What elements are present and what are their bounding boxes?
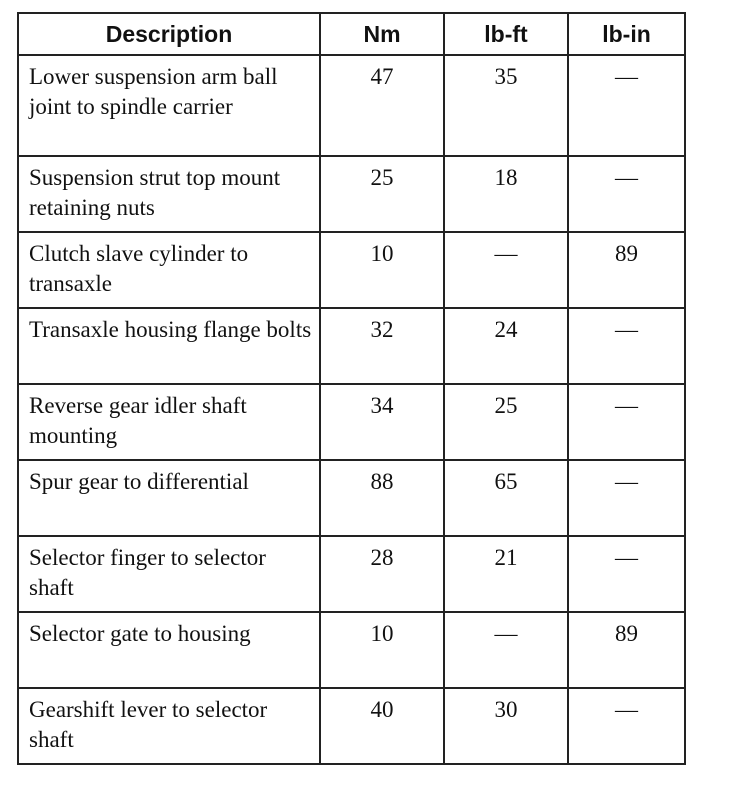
header-lb-in: lb-in [568, 13, 685, 55]
table-row [18, 688, 685, 764]
row-lb-ft: 21 [444, 536, 568, 612]
table-row [18, 384, 685, 460]
row-lb-in: — [568, 688, 685, 764]
header-lb-ft: lb-ft [444, 13, 568, 55]
row-description: Clutch slave cylinder to transaxle [18, 232, 320, 308]
table-row [18, 232, 685, 308]
row-nm: 10 [320, 232, 444, 308]
row-nm: 25 [320, 156, 444, 232]
row-lb-in: — [568, 308, 685, 384]
table-row [18, 460, 685, 536]
table-row [18, 612, 685, 688]
row-lb-in: — [568, 460, 685, 536]
row-nm: 32 [320, 308, 444, 384]
row-lb-in: — [568, 156, 685, 232]
row-lb-in: 89 [568, 612, 685, 688]
row-description: Lower suspension arm ball joint to spindle carrier [18, 55, 320, 156]
row-lb-in: — [568, 384, 685, 460]
row-nm: 88 [320, 460, 444, 536]
row-description: Selector finger to selector shaft [18, 536, 320, 612]
row-description: Transaxle housing flange bolts [18, 308, 320, 384]
row-lb-in: — [568, 55, 685, 156]
row-lb-ft: 35 [444, 55, 568, 156]
header-description: Description [18, 13, 320, 55]
row-nm: 40 [320, 688, 444, 764]
row-description: Suspension strut top mount retaining nuts [18, 156, 320, 232]
row-lb-in: — [568, 536, 685, 612]
row-lb-ft: 25 [444, 384, 568, 460]
table-header-row [18, 13, 685, 55]
row-nm: 34 [320, 384, 444, 460]
header-nm: Nm [320, 13, 444, 55]
table-row [18, 55, 685, 156]
row-lb-ft: 18 [444, 156, 568, 232]
row-nm: 28 [320, 536, 444, 612]
row-nm: 47 [320, 55, 444, 156]
table-row [18, 536, 685, 612]
row-description: Spur gear to differential [18, 460, 320, 536]
row-description: Selector gate to housing [18, 612, 320, 688]
row-lb-ft: 65 [444, 460, 568, 536]
table-row [18, 308, 685, 384]
table-row [18, 156, 685, 232]
row-description: Gearshift lever to selector shaft [18, 688, 320, 764]
row-description: Reverse gear idler shaft mounting [18, 384, 320, 460]
row-lb-ft: — [444, 232, 568, 308]
row-lb-in: 89 [568, 232, 685, 308]
row-lb-ft: — [444, 612, 568, 688]
torque-specifications-table [17, 12, 686, 765]
row-nm: 10 [320, 612, 444, 688]
row-lb-ft: 30 [444, 688, 568, 764]
row-lb-ft: 24 [444, 308, 568, 384]
